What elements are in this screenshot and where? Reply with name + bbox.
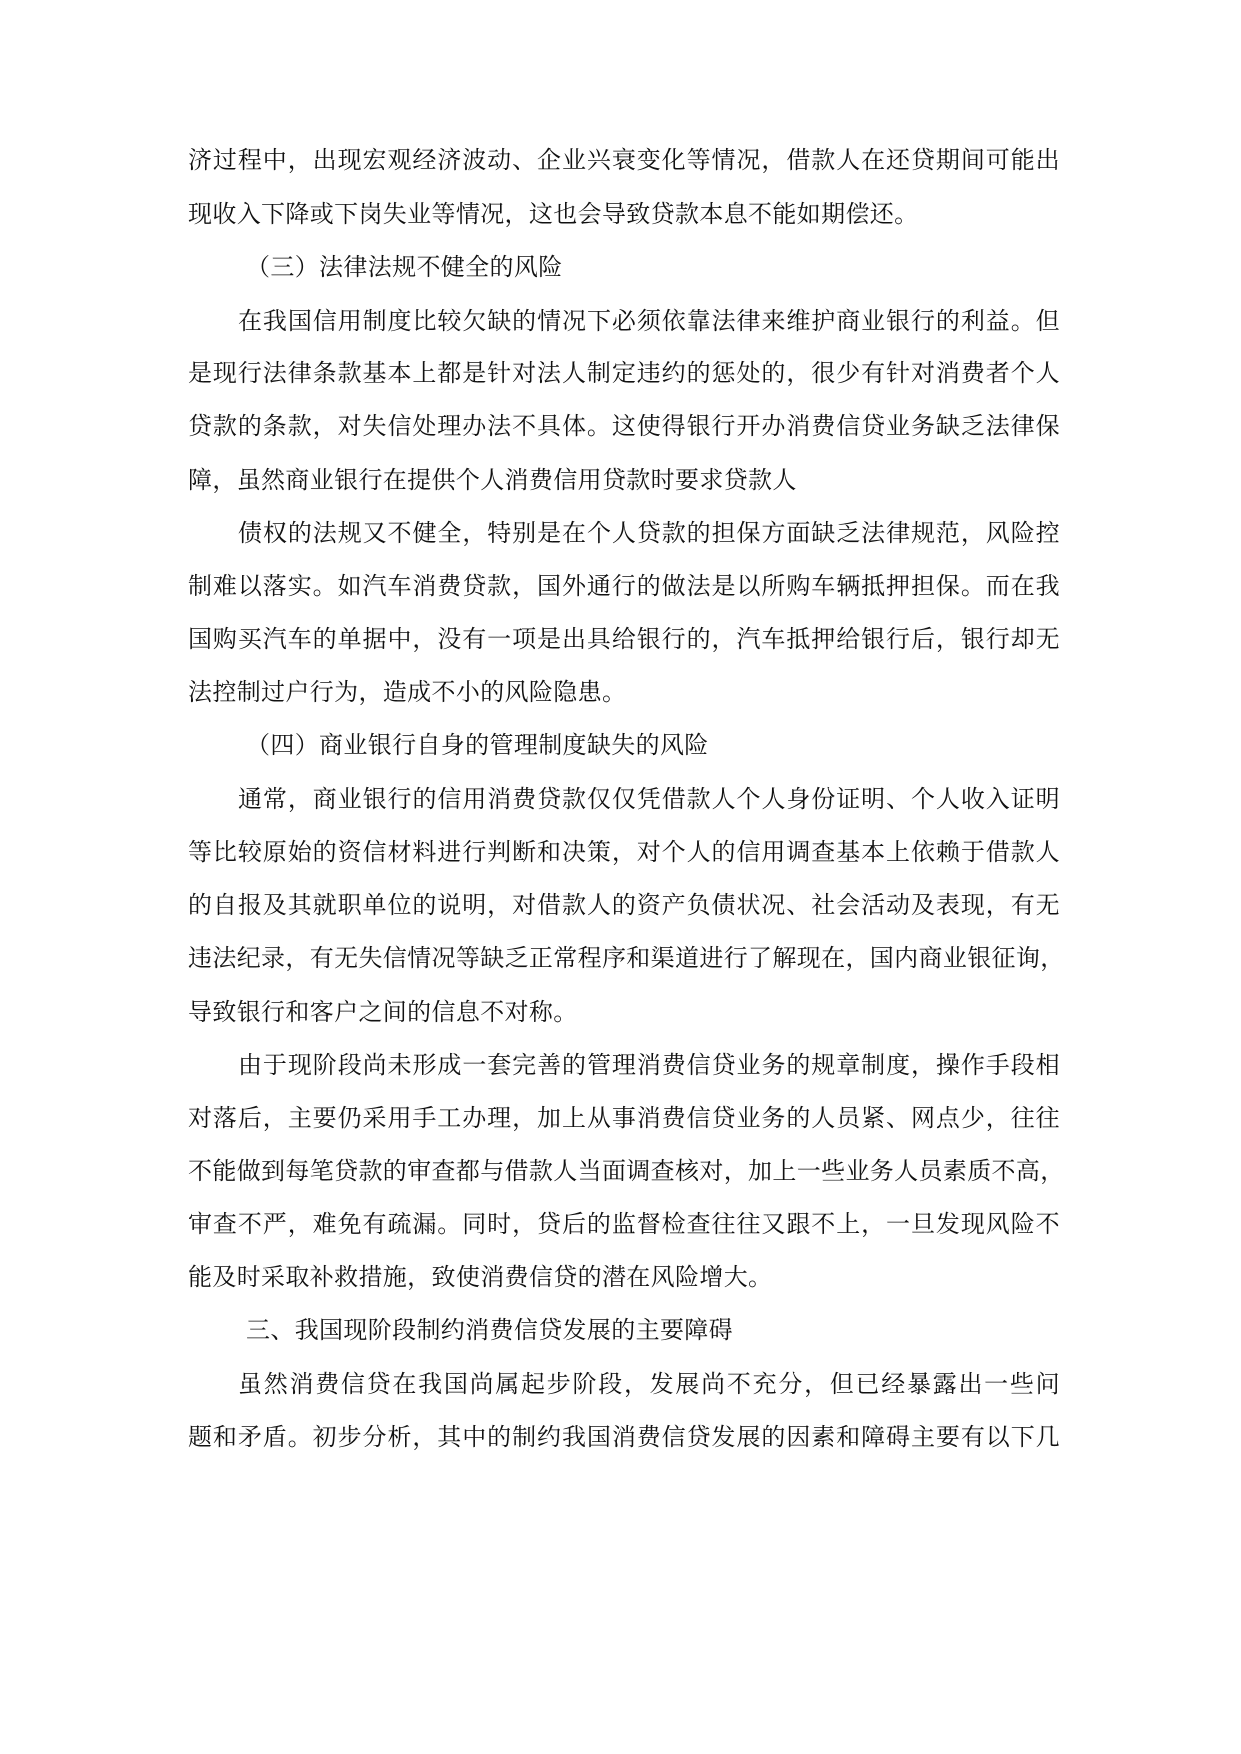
body-text-line: 题和矛盾。初步分析，其中的制约我国消费信贷发展的因素和障碍主要有以下几: [188, 1423, 1060, 1451]
body-text-line: 债权的法规又不健全，特别是在个人贷款的担保方面缺乏法律规范，风险控: [238, 519, 1060, 547]
body-text-line: 违法纪录，有无失信情况等缺乏正常程序和渠道进行了解现在，国内商业银征询，: [188, 944, 1065, 972]
body-text-line: 由于现阶段尚未形成一套完善的管理消费信贷业务的规章制度，操作手段相: [238, 1051, 1060, 1079]
body-text-line: 虽然消费信贷在我国尚属起步阶段，发展尚不充分，但已经暴露出一些问: [238, 1370, 1060, 1398]
body-text-line: 通常，商业银行的信用消费贷款仅仅凭借款人个人身份证明、个人收入证明: [238, 785, 1060, 813]
body-text-line: 济过程中，出现宏观经济波动、企业兴衰变化等情况，借款人在还贷期间可能出: [188, 146, 1060, 174]
body-text-line: 法控制过户行为，造成不小的风险隐患。: [188, 678, 627, 706]
section-heading: （四）商业银行自身的管理制度缺失的风险: [246, 731, 709, 759]
body-text-line: 国购买汽车的单据中，没有一项是出具给银行的，汽车抵押给银行后，银行却无: [188, 625, 1060, 653]
body-text-line: 制难以落实。如汽车消费贷款，国外通行的做法是以所购车辆抵押担保。而在我: [188, 572, 1060, 600]
body-text-line: 的自报及其就职单位的说明，对借款人的资产负债状况、社会活动及表现，有无: [188, 891, 1060, 919]
body-text-line: 不能做到每笔贷款的审查都与借款人当面调查核对，加上一些业务人员素质不高，: [188, 1157, 1065, 1185]
body-text-line: 障，虽然商业银行在提供个人消费信用贷款时要求贷款人: [188, 466, 797, 494]
body-text-line: 等比较原始的资信材料进行判断和决策，对个人的信用调查基本上依赖于借款人: [188, 838, 1060, 866]
section-heading: （三）法律法规不健全的风险: [246, 253, 563, 281]
body-text-line: 在我国信用制度比较欠缺的情况下必须依靠法律来维护商业银行的利益。但: [238, 307, 1060, 335]
body-text-line: 对落后，主要仍采用手工办理，加上从事消费信贷业务的人员紧、网点少，往往: [188, 1104, 1060, 1132]
body-text-line: 是现行法律条款基本上都是针对法人制定违约的惩处的，很少有针对消费者个人: [188, 359, 1060, 387]
body-text-line: 现收入下降或下岗失业等情况，这也会导致贷款本息不能如期偿还。: [188, 200, 919, 228]
body-text-line: 贷款的条款，对失信处理办法不具体。这使得银行开办消费信贷业务缺乏法律保: [188, 412, 1060, 440]
body-text-line: 审查不严，难免有疏漏。同时，贷后的监督检查往往又跟不上，一旦发现风险不: [188, 1210, 1060, 1238]
chapter-heading: 三、我国现阶段制约消费信贷发展的主要障碍: [246, 1316, 733, 1344]
body-text-line: 能及时采取补救措施，致使消费信贷的潜在风险增大。: [188, 1263, 773, 1291]
body-text-line: 导致银行和客户之间的信息不对称。: [188, 998, 578, 1026]
